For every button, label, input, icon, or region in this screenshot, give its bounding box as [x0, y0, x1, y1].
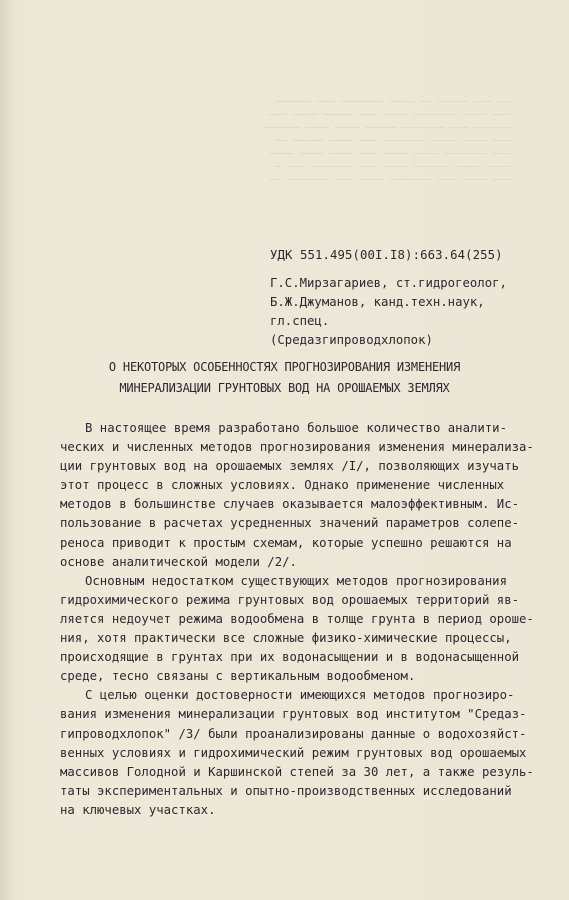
paragraph-3 [60, 686, 534, 820]
text-line: методов в большинстве случаев оказывается малоэффективным. Ис- [60, 497, 520, 512]
udc-code: УДК 551.495(00I.I8):663.64(255) [270, 248, 503, 262]
text-line: гипроводхлопок" /3/ были проанализированы данные о водохозяйст- [60, 726, 527, 741]
text-line: Основным недостатком существующих методов прогнозирования [85, 573, 507, 588]
paragraph-2 [60, 572, 534, 687]
text-line: таты экспериментальных и опытно-производственных исследований [60, 783, 512, 798]
text-line: ции грунтовых вод на орошаемых землях /I/, позволяющих изучать [60, 459, 520, 474]
text-line: реноса приводит к простым схемам, которые успешно решаются на [60, 535, 512, 550]
body-text [60, 419, 534, 820]
author-line: гл.спец. [270, 314, 330, 328]
author-block [270, 274, 507, 350]
article-title-line-2: МИНЕРАЛИЗАЦИИ ГРУНТОВЫХ ВОД НА ОРОШАЕМЫХ ЗЕМЛЯХ [119, 381, 450, 395]
text-line: основе аналитической модели /2/. [60, 554, 297, 569]
author-line: Г.С.Мирзагариев, ст.гидрогеолог, [270, 276, 507, 290]
author-line: Б.Ж.Джуманов, канд.техн.наук, [270, 295, 485, 309]
text-line: на ключевых участках. [60, 802, 216, 817]
article-title-line-1: О НЕКОТОРЫХ ОСОБЕННОСТЯХ ПРОГНОЗИРОВАНИЯ ИЗМЕНЕНИЯ [108, 360, 461, 374]
text-line: В настоящее время разработано большое количество аналити- [85, 421, 507, 435]
text-line: этот процесс в сложных условиях. Однако применение численных [60, 478, 505, 493]
text-line: происходящие в грунтах при их водонасыщении и в водонасыщенной [60, 650, 520, 665]
author-affiliation: (Средазгипроводхлопок) [270, 333, 433, 347]
text-line: среде, тесно связаны с вертикальным водообменом. [60, 669, 416, 684]
paragraph-1 [60, 419, 534, 572]
text-line: ния, хотя практически все сложные физико-химические процессы, [60, 631, 512, 646]
text-line: гидрохимического режима грунтовых вод орошаемых территорий яв- [60, 592, 520, 607]
text-line: ляется недоучет режима водообмена в толще грунта в период ороше- [60, 611, 534, 626]
text-line: венных условиях и гидрохимический режим грунтовых вод орошаемых [60, 745, 527, 760]
text-line: пользование в расчетах усредненных значений параметров солепе- [60, 516, 520, 531]
text-line: ческих и численных методов прогнозирования изменения минерализа- [60, 440, 534, 455]
text-line: С целью оценки достоверности имеющихся методов прогнозиро- [85, 688, 515, 703]
text-line: вания изменения минерализации грунтовых вод институтом "Средаз- [60, 707, 527, 722]
bleed-through-text: —— ——— ————— —— ———— ——————— ——— —————— ——— ———— ——————— ———— ——— ————— ———— ——— —————— ——— ——————— ————— ———— ———— —————— ——— ———— ———— ——————— ——— ———— ————— —— ——— ——————— ———— ———— ——— ———— ———— ———— ———— ———— —————— ———— ——— ——————— ——— — ——— ———— ——— ——————— ———— ——— ——————— —— [263, 96, 510, 185]
text-line: массивов Голодной и Каршинской степей за 30 лет, а также резуль- [60, 764, 534, 779]
